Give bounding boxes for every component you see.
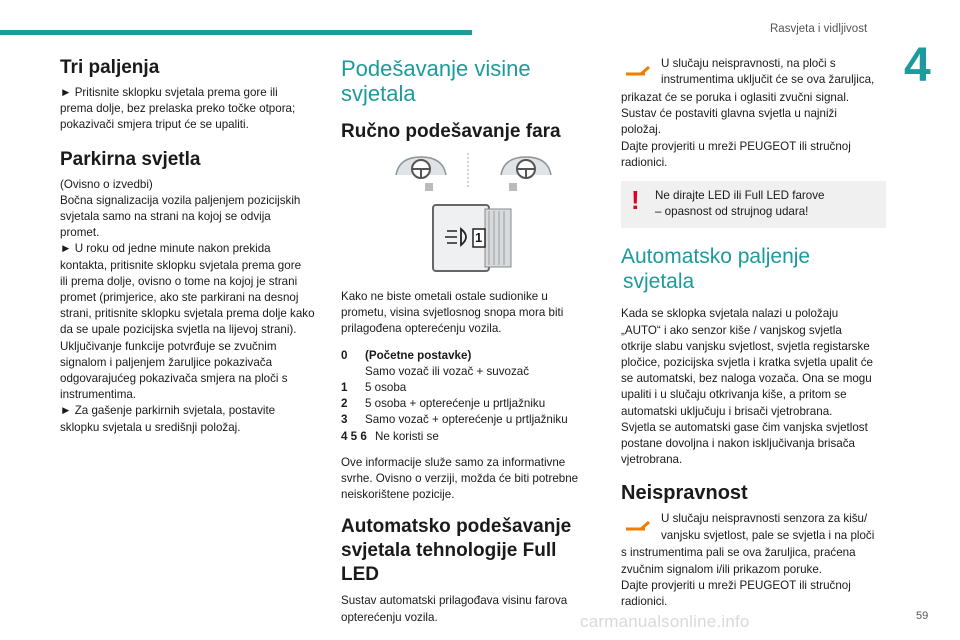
headlamp-fault-warning-icon	[623, 60, 653, 82]
text-line: prema dolje, bez prelaska preko točke otpora;	[60, 102, 296, 116]
text-line: sklopku svjetala u središnji položaj.	[60, 420, 241, 434]
text-line: instrumentima.	[60, 388, 137, 402]
parkirna-svjetla-text	[60, 177, 322, 436]
text-line: radionici.	[621, 155, 668, 169]
text-line: Sustav će postaviti glavna svjetla u najniži	[621, 107, 837, 121]
row-value: Ne koristi se	[375, 429, 439, 443]
tri-paljenja-text	[60, 85, 322, 134]
heading-line: svjetala	[341, 81, 416, 106]
auto-led-text	[341, 593, 596, 625]
row-key	[341, 364, 365, 380]
row-key: 0	[341, 348, 348, 362]
text-line: ili prema dolje, ovisno o tome na kojoj je strani	[60, 274, 298, 288]
text-line: svrhe. Ovisno o verziji, možda će biti potrebne	[341, 472, 579, 486]
page-number: 59	[916, 610, 929, 622]
headlamp-figure	[341, 149, 596, 193]
heading-line: LED	[341, 564, 379, 586]
text-line: Dajte provjeriti u mreži PEUGEOT ili stručnoj	[621, 139, 851, 153]
section-title: Rasvjeta i vidljivost	[770, 23, 868, 35]
text-line: vanjsku svjetlost, pale se svjetla i na ploči	[661, 528, 875, 542]
table-row	[341, 380, 596, 396]
headlamp-intro-text	[341, 289, 596, 338]
sensor-fault-warning-icon	[623, 515, 653, 537]
row-key: 2	[341, 397, 348, 411]
watermark: carmanualsonline.info	[580, 612, 750, 631]
steering-wheel-icons	[341, 149, 596, 193]
text-line: – opasnost od strujnog udara!	[655, 205, 809, 219]
text-line: prometu, visina svjetlosnog snopa mora biti	[341, 306, 564, 320]
text-line: Svjetla se automatski gase čim vanjska svjetlost	[621, 420, 868, 434]
text-line: pokazivači smjera triput će se upaliti.	[60, 118, 249, 132]
text-line: ► Pritisnite sklopku svjetala prema gore ili	[60, 86, 278, 99]
table-row	[341, 412, 596, 428]
fault-text	[621, 90, 886, 171]
text-line: pločice, pozicijska svjetla i kratka svjetla upalit će	[621, 356, 873, 370]
text-line: U slučaju neispravnosti senzora za kišu/	[661, 512, 868, 526]
text-line: „AUTO“ i ako senzor kiše / vanjskog svjetla	[621, 323, 842, 337]
column-right	[621, 56, 886, 620]
column-middle	[341, 56, 596, 636]
text-line: zvučnim signalom i/ili prikazom poruke.	[621, 562, 823, 576]
row-key: 3	[341, 413, 348, 427]
row-value: (Početne postavke)	[365, 348, 472, 362]
load-position-table	[341, 348, 596, 445]
info-note-text	[341, 455, 596, 504]
text-line: Ne dirajte LED ili Full LED farove	[655, 189, 825, 203]
text-line: signalom i paljenjem žaruljice pokazivača	[60, 355, 273, 369]
knob-position-label: 1	[475, 230, 483, 245]
text-line: s instrumentima pali se ova žaruljica, praćena	[621, 546, 856, 560]
exclamation-icon: !	[631, 185, 640, 216]
text-line: Bočna signalizacija vozila paljenjem pozicijskih	[60, 193, 301, 207]
row-value: Samo vozač ili vozač + suvozač	[365, 364, 529, 378]
row-value: Samo vozač + opterećenje u prtljažniku	[365, 413, 568, 427]
row-value: 5 osoba + opterećenje u prtljažniku	[365, 397, 546, 411]
text-line: promet.	[60, 226, 100, 240]
text-line: se automatski, bez naloga vozača. Ona se mogu	[621, 372, 872, 386]
text-line: vjetrobrana.	[621, 453, 683, 467]
text-line: kontakta, pritisnite sklopku svjetala prema gore	[60, 258, 302, 272]
heading-line: svjetala tehnologije Full	[341, 540, 557, 562]
column-left	[60, 56, 322, 446]
auto-paljenje-text	[621, 306, 886, 468]
heading-line: Automatsko paljenje	[621, 245, 811, 269]
text-line: Uključivanje funkcije potvrđuje se zvučnim	[60, 339, 277, 353]
text-line: opterećenju vozila.	[341, 610, 438, 624]
text-line: radionici.	[621, 595, 668, 609]
row-key: 4 5 6	[341, 429, 367, 443]
row-key: 1	[341, 381, 348, 395]
text-line: Kada se sklopka svjetala nalazi u položaju	[621, 307, 839, 321]
heading-rucno-podesavanje: Ručno podešavanje fara	[341, 121, 561, 142]
text-line: Dajte provjeriti u mreži PEUGEOT ili stručnoj	[621, 578, 851, 592]
chapter-number: 4	[904, 39, 931, 92]
heading-podesavanje-visine	[341, 56, 596, 106]
headlamp-adjust-knob-figure	[341, 201, 596, 279]
text-line: da se upale pozicijska svjetla na lijevoj strani).	[60, 323, 297, 337]
text-line: strani, pritisnite sklopku svjetala prema dolje kako	[60, 307, 315, 321]
text-line: postane dovoljna i nakon isključivanja brisača	[621, 437, 855, 451]
heading-neispravnost: Neispravnost	[621, 482, 748, 505]
heading-line: Podešavanje visine	[341, 56, 531, 81]
text-line: otkrije slabu vanjsku svjetlost, svjetla registarske	[621, 339, 870, 353]
table-row	[341, 348, 596, 364]
table-row	[341, 429, 596, 445]
text-line: svjetala samo na strani na kojoj se odvija	[60, 210, 271, 224]
adjust-knob-illustration	[341, 201, 596, 279]
header-accent-bar	[0, 30, 472, 35]
text-line: upaliti i u slučaju otkrivanja kiše, a pritom se	[621, 388, 847, 402]
text-line: položaj.	[621, 123, 661, 137]
sensor-fault-text	[621, 545, 886, 610]
heading-line: svjetala	[623, 270, 695, 294]
text-line: promet (primjerice, ako ste parkirani na desnoj	[60, 291, 299, 305]
text-line: U slučaju neispravnosti, na ploči s	[661, 57, 836, 70]
text-line: prilagođena opterećenju vozila.	[341, 322, 502, 336]
table-row	[341, 396, 596, 412]
danger-alert-box	[621, 181, 886, 228]
text-line: instrumentima uključit će se ova žaruljica,	[661, 73, 875, 87]
text-line: automatski uključuju i brisači vjetrobrana.	[621, 404, 833, 418]
table-row	[341, 364, 596, 380]
heading-automatsko-paljenje	[621, 244, 886, 294]
text-line: ► Za gašenje parkirnih svjetala, postavite	[60, 404, 276, 418]
text-line: odgovarajućeg pokazivača smjera na ploči s	[60, 372, 288, 386]
text-line: Ove informacije služe samo za informativne	[341, 455, 566, 469]
text-line: prikazat će se poruka i oglasiti zvučni signal.	[621, 91, 850, 104]
text-line: Kako ne biste ometali ostale sudionike u	[341, 290, 548, 303]
sensor-fault-warning-block	[621, 511, 886, 551]
text-line: neiskorištene pozicije.	[341, 488, 455, 502]
row-value: 5 osoba	[365, 381, 407, 395]
heading-automatsko-podesavanje	[341, 515, 596, 587]
heading-tri-paljenja: Tri paljenja	[60, 57, 160, 78]
text-line: (Ovisno o izvedbi)	[60, 177, 153, 191]
fault-warning-block	[621, 56, 886, 96]
text-line: Sustav automatski prilagođava visinu farova	[341, 594, 568, 608]
text-line: ► U roku od jedne minute nakon prekida	[60, 242, 271, 256]
heading-parkirna-svjetla: Parkirna svjetla	[60, 148, 201, 170]
heading-line: Automatsko podešavanje	[341, 516, 572, 538]
